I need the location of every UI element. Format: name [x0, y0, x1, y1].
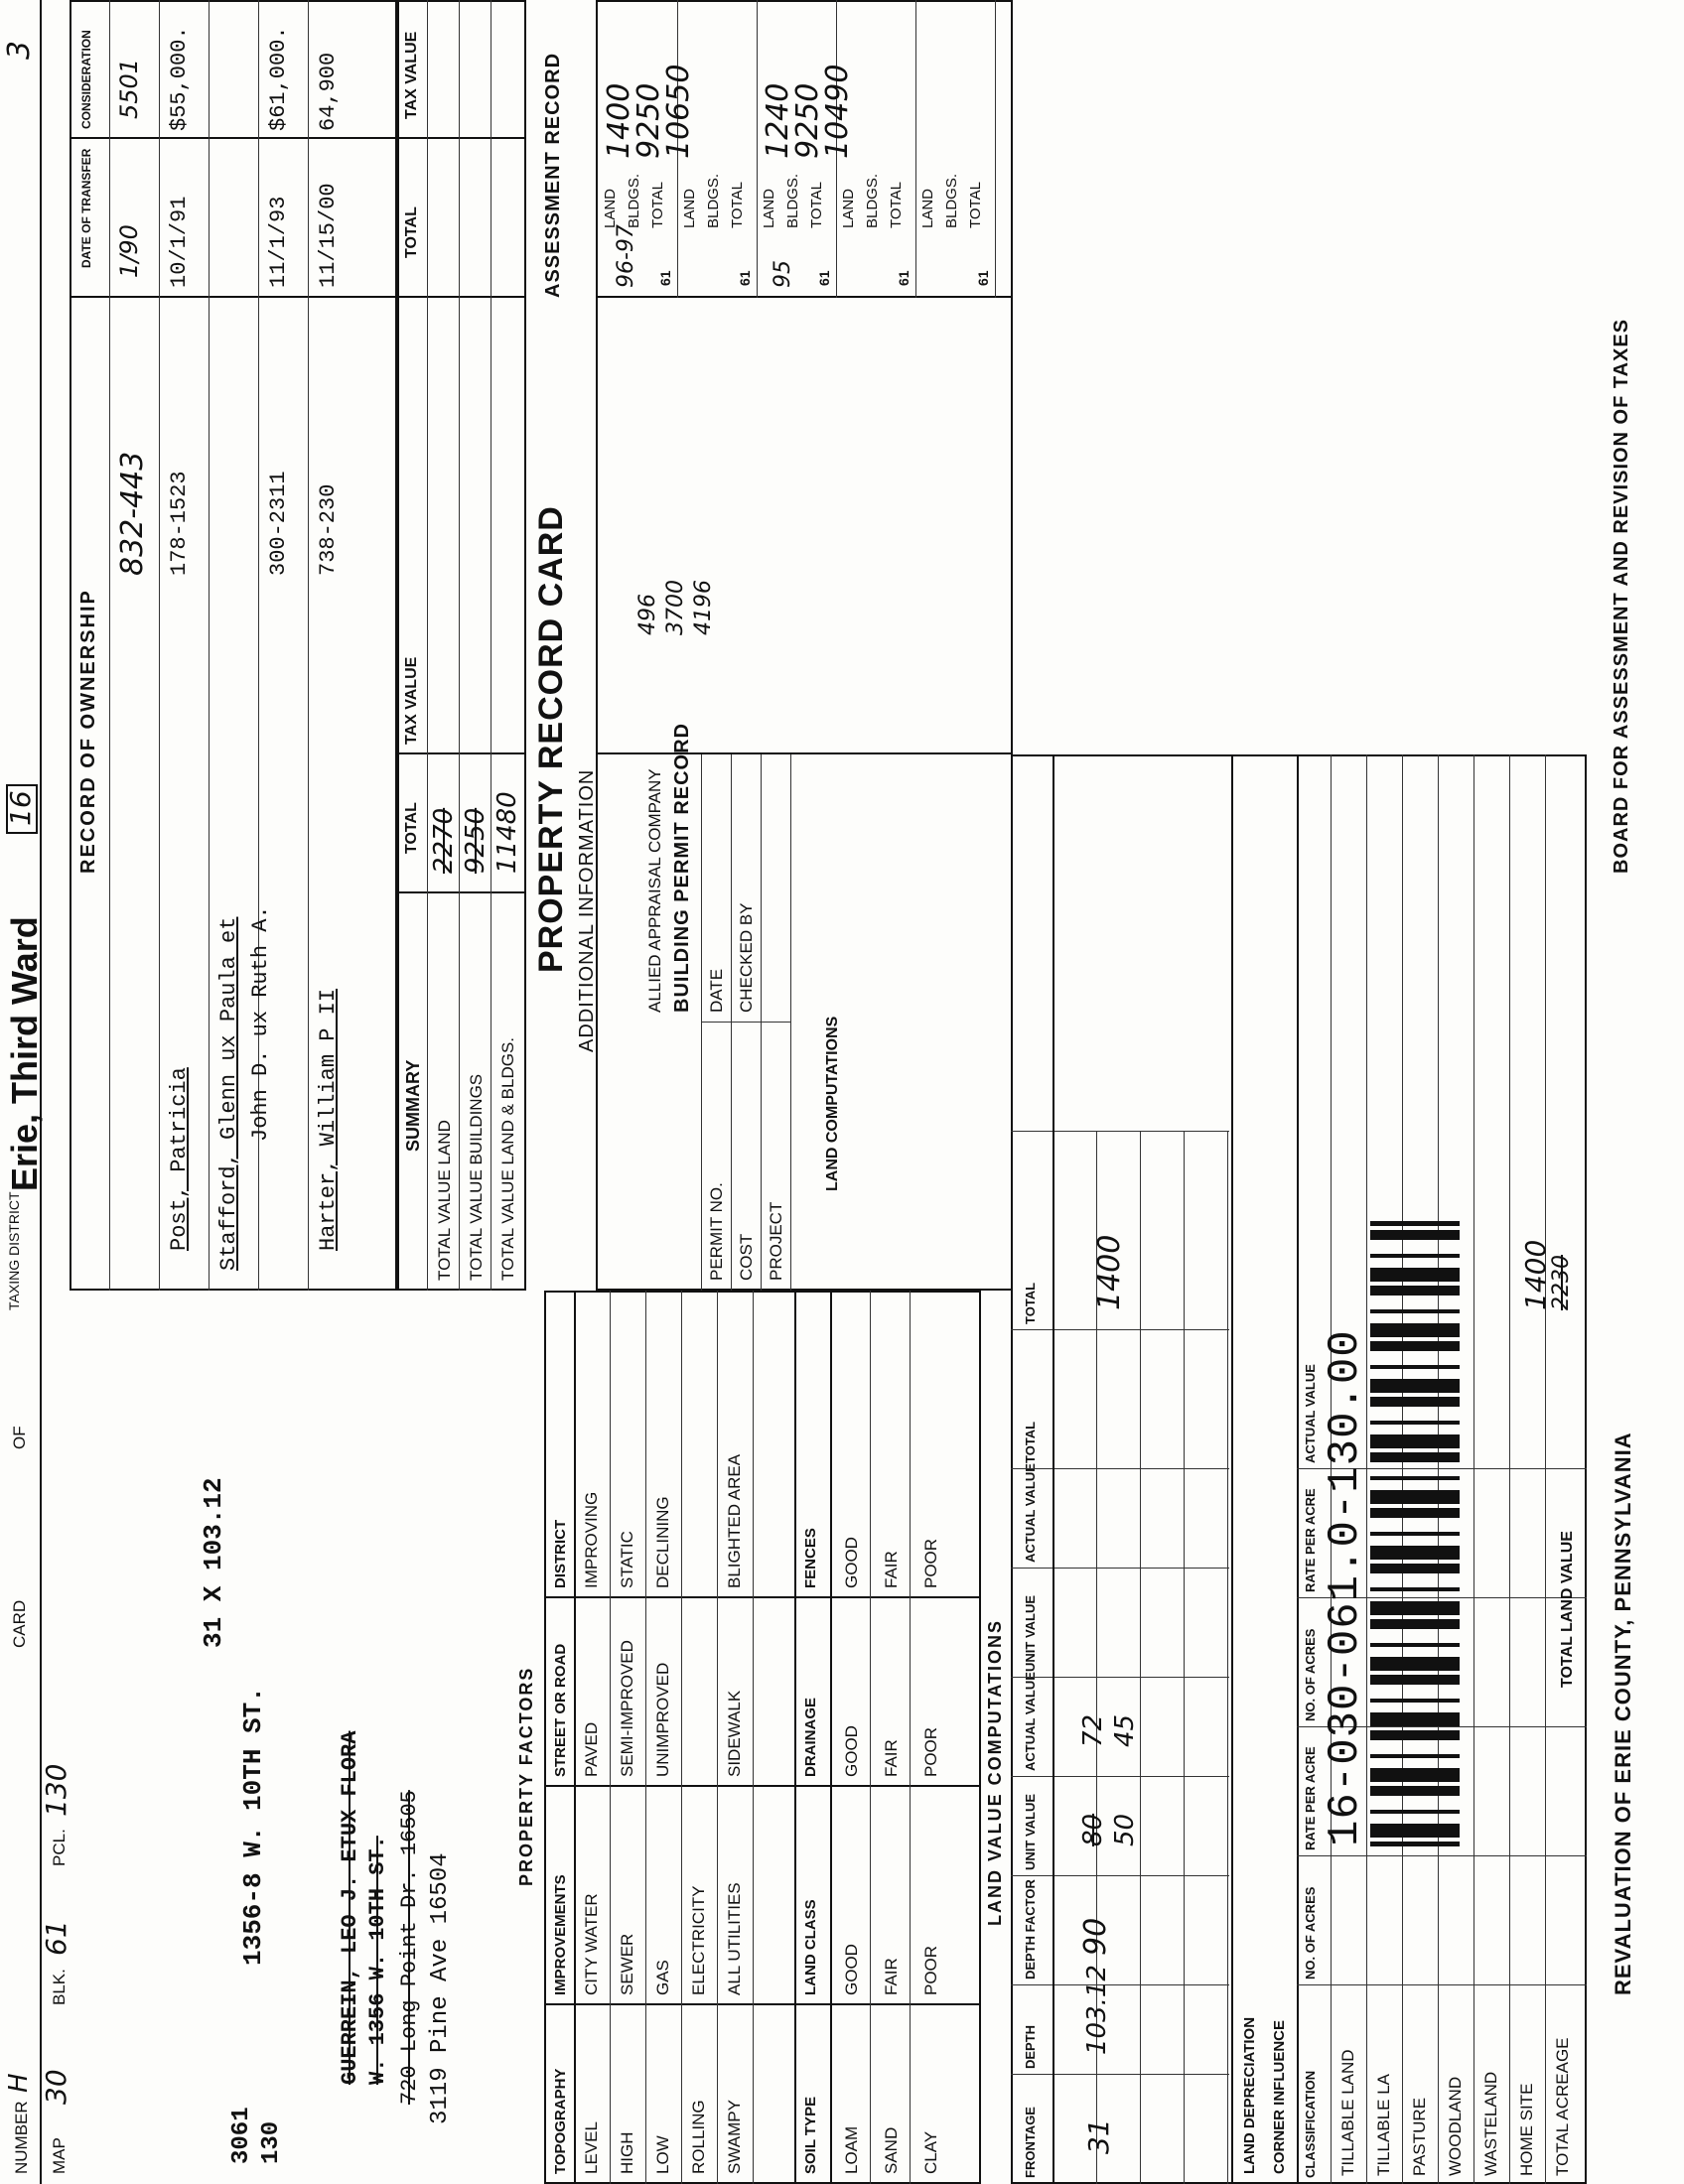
ownership-owner-3: Stafford, Glenn ux Paula et — [216, 916, 241, 1271]
class-item: WOODLAND — [1446, 2076, 1465, 2176]
footer-left: REVALUATION OF ERIE COUNTY, PENNSYLVANIA — [1611, 1432, 1635, 1995]
class-header: NO. OF ACRES — [1303, 1886, 1318, 1979]
class-header: RATE PER ACRE — [1303, 1746, 1318, 1850]
barcode-bar — [1370, 1622, 1460, 1624]
barcode-bar — [1370, 1754, 1460, 1758]
barcode-bar — [1370, 1775, 1460, 1777]
barcode-bar — [1370, 1735, 1460, 1740]
assessment-land-written-1: 1400 — [602, 82, 636, 159]
barcode-bar — [1370, 1421, 1460, 1425]
additional-info: ADDITIONAL INFORMATION — [576, 768, 598, 1052]
summary-combined-total: 11480 — [492, 791, 522, 874]
permit-project-label: PROJECT — [767, 1201, 785, 1281]
parcel-number: 16-030-061.0-130.00 — [1321, 1329, 1370, 1846]
blk-label: BLK. — [50, 1969, 69, 2005]
old-owner-line2: W. 1356 W. 10TH ST. — [365, 1836, 390, 2085]
summary-buildings-total: 9250 — [461, 807, 491, 874]
assessment-bldgs-label: BLDGS. — [784, 173, 801, 228]
barcode — [1370, 1211, 1460, 1846]
assessment-title: ASSESSMENT RECORD — [542, 52, 564, 298]
barcode-bar — [1370, 1791, 1460, 1796]
factor-improvements-item: CITY WATER — [582, 1893, 601, 1995]
factors-title: PROPERTY FACTORS — [516, 1666, 536, 1886]
footer-right: BOARD FOR ASSESSMENT AND REVISION OF TAXES — [1611, 318, 1632, 874]
barcode-bar — [1370, 1386, 1460, 1388]
ownership-consideration-5: 64,900 — [316, 52, 341, 131]
assessment-land-label: LAND — [840, 188, 857, 228]
class-item: TOTAL ACREAGE — [1553, 2037, 1572, 2176]
factor-header-soil: SOIL TYPE — [802, 2096, 819, 2174]
barcode-bar — [1370, 1661, 1460, 1664]
assessment-land-label: LAND — [602, 188, 619, 228]
barcode-bar — [1370, 1555, 1460, 1560]
assessment-row-divider — [915, 0, 916, 298]
ownership-date-5: 11/15/00 — [316, 183, 341, 288]
summary-land-label: TOTAL VALUE LAND — [435, 1120, 454, 1281]
corner-number: 3 — [2, 40, 37, 60]
lv-actual-value-2: 45 — [1110, 1713, 1140, 1747]
barcode-bar — [1370, 1532, 1460, 1536]
summary-buildings-label: TOTAL VALUE BUILDINGS — [467, 1073, 486, 1281]
barcode-bar — [1370, 1441, 1460, 1443]
barcode-bar — [1370, 1330, 1460, 1332]
card-title: PROPERTY RECORD CARD — [532, 505, 570, 973]
barcode-bar — [1370, 1443, 1460, 1448]
assessment-year-code: 61 — [896, 270, 912, 286]
barcode-bar — [1370, 1346, 1460, 1351]
summary-title: SUMMARY — [403, 1059, 423, 1152]
barcode-bar — [1370, 1344, 1460, 1346]
assessment-total-label: TOTAL — [729, 182, 746, 228]
barcode-bar — [1370, 1452, 1460, 1455]
barcode-bar — [1370, 1513, 1460, 1518]
barcode-bar — [1370, 1341, 1460, 1344]
barcode-bar — [1370, 1438, 1460, 1441]
barcode-bar — [1370, 1365, 1460, 1369]
class-item: TILLABLE LAND — [1338, 2049, 1357, 2176]
lv-header: DEPTH — [1023, 2024, 1038, 2069]
factor-district-item: DECLINING — [653, 1496, 672, 1588]
factor-soil-item: LOAM — [842, 2125, 861, 2174]
barcode-bar — [1370, 1699, 1460, 1703]
old-owner-line1: GUERREIN, LEO J. ETUX FLORA — [338, 1730, 362, 2085]
barcode-bar — [1370, 1397, 1460, 1400]
assessment-row-divider — [995, 0, 996, 298]
assessment-tax-written-2: 95 — [771, 260, 795, 288]
factor-topography-item: LEVEL — [582, 2121, 601, 2174]
factor-header-fences: FENCES — [802, 1528, 819, 1588]
barcode-bar — [1370, 1678, 1460, 1680]
assessment-total-label: TOTAL — [808, 182, 825, 228]
factor-header-drainage: DRAINAGE — [802, 1697, 819, 1777]
summary-total-label: TOTAL VALUE LAND & BLDGS. — [498, 1036, 517, 1281]
property-code-2: 130 — [258, 2120, 285, 2164]
barcode-bar — [1370, 1824, 1460, 1828]
ownership-date-1: 1/90 — [115, 224, 143, 278]
date-of-transfer-header: DATE OF TRANSFER — [79, 148, 93, 268]
assessment-total-label: TOTAL — [649, 182, 666, 228]
barcode-bar — [1370, 1587, 1460, 1591]
barcode-bar — [1370, 1828, 1460, 1831]
factor-improvements-item: ALL UTILITIES — [725, 1882, 744, 1995]
barcode-bar — [1370, 1497, 1460, 1499]
barcode-bar — [1370, 1733, 1460, 1735]
property-code-1: 3061 — [228, 2107, 255, 2164]
barcode-bar — [1370, 1844, 1460, 1846]
barcode-bar — [1370, 1786, 1460, 1789]
barcode-bar — [1370, 1721, 1460, 1726]
barcode-bar — [1370, 1388, 1460, 1393]
barcode-bar — [1370, 1666, 1460, 1671]
ownership-date-4: 11/1/93 — [266, 196, 291, 288]
appraisal-company: ALLIED APPRAISAL COMPANY — [645, 768, 664, 1013]
barcode-bar — [1370, 1601, 1460, 1605]
lv-actual-value: 72 — [1078, 1713, 1108, 1747]
barcode-bar — [1370, 1289, 1460, 1291]
factor-district-item: IMPROVING — [582, 1491, 601, 1588]
barcode-bar — [1370, 1476, 1460, 1480]
assessment-row-divider — [757, 0, 758, 298]
class-header: ACTUAL VALUE — [1303, 1364, 1318, 1463]
corner-influence: CORNER INFLUENCE — [1271, 2019, 1288, 2174]
barcode-bar — [1370, 1730, 1460, 1733]
permit-cost-label: COST — [737, 1233, 756, 1281]
factor-soil-item: SAND — [882, 2126, 901, 2174]
factor-header-land_class: LAND CLASS — [802, 1899, 819, 1995]
factor-district-item: STATIC — [618, 1531, 636, 1588]
barcode-bar — [1370, 1508, 1460, 1511]
land-depreciation: LAND DEPRECIATION — [1241, 2016, 1258, 2174]
barcode-bar — [1370, 1309, 1460, 1313]
barcode-bar — [1370, 1323, 1460, 1327]
assessment-year-code: 61 — [657, 270, 673, 286]
class-item: PASTURE — [1410, 2097, 1429, 2176]
assessment-bldgs-label: BLDGS. — [705, 173, 722, 228]
district-name: Erie, Third Ward — [4, 916, 45, 1191]
number-value: H — [4, 2073, 34, 2093]
barcode-bar — [1370, 1254, 1460, 1258]
barcode-bar — [1370, 1680, 1460, 1685]
barcode-bar — [1370, 1379, 1460, 1383]
summary-total-header: TOTAL — [403, 802, 420, 854]
barcode-bar — [1370, 1772, 1460, 1775]
barcode-bar — [1370, 1272, 1460, 1275]
building-permit-title: BUILDING PERMIT RECORD — [671, 723, 693, 1013]
assessment-bldgs-written-2: 9250 — [790, 82, 825, 159]
barcode-bar — [1370, 1268, 1460, 1272]
factor-drainage-item: POOR — [921, 1726, 940, 1777]
barcode-bar — [1370, 1490, 1460, 1494]
factor-topography-item: ROLLING — [689, 2100, 708, 2174]
barcode-bar — [1370, 1286, 1460, 1289]
factor-street-item: SIDEWALK — [725, 1690, 744, 1777]
land-computations-label: LAND COMPUTATIONS — [824, 1016, 841, 1191]
ownership-consideration-1: 5501 — [115, 58, 143, 119]
lv-header: TOTAL — [1023, 1421, 1038, 1463]
tax-value-3: 4196 — [691, 580, 716, 635]
land-value-title: LAND VALUE COMPUTATIONS — [985, 1619, 1005, 1926]
total-land-value-label: TOTAL LAND VALUE — [1559, 1531, 1576, 1688]
assessment-total-header: TOTAL — [403, 206, 420, 258]
summary-tax-header: TAX VALUE — [403, 656, 420, 745]
class-header: NO. OF ACRES — [1303, 1628, 1318, 1721]
ownership-ref-2: 178-1523 — [167, 471, 192, 576]
assessment-land-label: LAND — [761, 188, 777, 228]
total-land-value-amount: 1400 — [1519, 1239, 1552, 1310]
barcode-bar — [1370, 1657, 1460, 1661]
barcode-bar — [1370, 1768, 1460, 1772]
class-header: RATE PER ACRE — [1303, 1488, 1318, 1592]
assessment-total-written-1: 10650 — [661, 64, 696, 159]
permit-date-label: DATE — [707, 968, 726, 1013]
ownership-date-2: 10/1/91 — [167, 196, 192, 288]
barcode-bar — [1370, 1810, 1460, 1814]
barcode-bar — [1370, 1332, 1460, 1337]
ownership-title: RECORD OF OWNERSHIP — [77, 589, 99, 874]
barcode-bar — [1370, 1434, 1460, 1438]
barcode-bar — [1370, 1624, 1460, 1629]
factor-improvements-item: ELECTRICITY — [689, 1885, 708, 1995]
barcode-bar — [1370, 1643, 1460, 1647]
assessment-tax-written-1: 96-97 — [614, 224, 638, 288]
factor-drainage-item: GOOD — [842, 1725, 861, 1777]
map-label: MAP — [50, 2137, 69, 2174]
barcode-bar — [1370, 1550, 1460, 1553]
class-item: TILLABLE LA — [1374, 2073, 1393, 2176]
barcode-bar — [1370, 1221, 1460, 1226]
barcode-bar — [1370, 1327, 1460, 1330]
barcode-bar — [1370, 1291, 1460, 1296]
assessment-bldgs-label: BLDGS. — [864, 173, 881, 228]
property-dimensions: 31 X 103.12 — [199, 1477, 228, 1648]
assessment-year-code: 61 — [737, 270, 753, 286]
number-label: NUMBER — [12, 2101, 31, 2174]
barcode-bar — [1370, 1564, 1460, 1567]
assessment-total-written-2: 10490 — [820, 64, 855, 159]
lv-header: ACTUAL VALUE — [1023, 1672, 1038, 1771]
summary-land-total: 2270 — [429, 807, 459, 874]
barcode-bar — [1370, 1675, 1460, 1678]
ownership-consideration-2: $55,000. — [167, 26, 192, 131]
barcode-bar — [1370, 1777, 1460, 1782]
assessment-land-label: LAND — [919, 188, 936, 228]
factor-header-topography: TOPOGRAPHY — [552, 2068, 569, 2174]
lv-total: 1400 — [1092, 1234, 1127, 1310]
assessment-year-code: 61 — [975, 270, 991, 286]
barcode-bar — [1370, 1494, 1460, 1497]
assessment-year-code: 61 — [816, 270, 832, 286]
barcode-bar — [1370, 1789, 1460, 1791]
factor-street-item: PAVED — [582, 1721, 601, 1777]
lv-depth: 103.12 — [1082, 1965, 1112, 2055]
factor-soil-item: CLAY — [921, 2130, 940, 2174]
of-label: OF — [10, 1426, 29, 1449]
factor-street-item: UNIMPROVED — [653, 1662, 672, 1777]
lv-depth-factor: 90 — [1078, 1917, 1113, 1956]
assessment-bldgs-label: BLDGS. — [943, 173, 960, 228]
factor-header-street: STREET OR ROAD — [552, 1643, 569, 1777]
assessment-bldgs-label: BLDGS. — [626, 173, 642, 228]
factor-land_class-item: POOR — [921, 1945, 940, 1995]
factor-header-district: DISTRICT — [552, 1519, 569, 1588]
assessment-tax-header: TAX VALUE — [403, 31, 420, 119]
factor-improvements-item: GAS — [653, 1960, 672, 1995]
barcode-bar — [1370, 1400, 1460, 1402]
barcode-bar — [1370, 1605, 1460, 1608]
lv-frontage: 31 — [1082, 2118, 1115, 2154]
barcode-bar — [1370, 1277, 1460, 1282]
property-address: 1356-8 W. 10TH ST. — [238, 1687, 268, 1966]
assessment-total-label: TOTAL — [967, 182, 984, 228]
pcl-value: 130 — [40, 1763, 72, 1817]
barcode-bar — [1370, 1719, 1460, 1721]
barcode-bar — [1370, 1235, 1460, 1240]
barcode-bar — [1370, 1664, 1460, 1666]
current-address: 3119 Pine Ave 16504 — [427, 1852, 454, 2124]
factor-drainage-item: FAIR — [882, 1739, 901, 1777]
lv-header: UNIT VALUE — [1023, 1594, 1038, 1672]
factor-header-improvements: IMPROVEMENTS — [552, 1874, 569, 1995]
ownership-ref-5: 738-230 — [316, 483, 341, 576]
barcode-bar — [1370, 1455, 1460, 1457]
permit-no-label: PERMIT NO. — [707, 1182, 726, 1281]
factor-fences-item: GOOD — [842, 1537, 861, 1588]
lv-unit-value: 80 — [1078, 1813, 1108, 1846]
barcode-bar — [1370, 1402, 1460, 1407]
factor-topography-item: LOW — [653, 2135, 672, 2174]
assessment-land-label: LAND — [681, 188, 698, 228]
barcode-bar — [1370, 1569, 1460, 1573]
factor-improvements-item: SEWER — [618, 1933, 636, 1995]
barcode-bar — [1370, 1842, 1460, 1844]
barcode-bar — [1370, 1230, 1460, 1233]
taxing-district-label: TAXING DISTRICT — [6, 1191, 22, 1310]
district-box: 16 — [6, 784, 38, 834]
factor-fences-item: FAIR — [882, 1551, 901, 1588]
barcode-bar — [1370, 1712, 1460, 1716]
factor-topography-item: SWAMPY — [725, 2100, 744, 2174]
blk-value: 61 — [40, 1920, 72, 1956]
barcode-bar — [1370, 1833, 1460, 1838]
card-label: CARD — [10, 1599, 29, 1648]
lv-header: TOTAL — [1023, 1282, 1038, 1324]
factor-fences-item: POOR — [921, 1538, 940, 1588]
barcode-bar — [1370, 1546, 1460, 1550]
class-item: WASTELAND — [1481, 2071, 1500, 2176]
factor-district-item: BLIGHTED AREA — [725, 1453, 744, 1588]
assessment-bldgs-written-1: 9250 — [632, 82, 666, 159]
barcode-bar — [1370, 1553, 1460, 1555]
assessment-land-written-2: 1240 — [761, 82, 795, 159]
barcode-bar — [1370, 1233, 1460, 1235]
ownership-ref-1: 832-443 — [115, 451, 150, 576]
barcode-bar — [1370, 1275, 1460, 1277]
barcode-bar — [1370, 1716, 1460, 1719]
lv-header: FRONTAGE — [1023, 2107, 1038, 2178]
ownership-owner-5: Harter, William P II — [316, 988, 341, 1251]
lv-header: ACTUAL VALUE — [1023, 1463, 1038, 1563]
ownership-consideration-4: $61,000. — [266, 26, 291, 131]
barcode-bar — [1370, 1383, 1460, 1386]
assessment-total-label: TOTAL — [888, 182, 905, 228]
tax-value-2: 3700 — [663, 580, 688, 635]
barcode-bar — [1370, 1610, 1460, 1615]
lv-header: UNIT VALUE — [1023, 1793, 1038, 1870]
barcode-bar — [1370, 1567, 1460, 1569]
ownership-owner-2: Post, Patricia — [167, 1067, 192, 1251]
factor-topography-item: HIGH — [618, 2131, 636, 2174]
barcode-bar — [1370, 1457, 1460, 1462]
lv-header: DEPTH FACTOR — [1023, 1879, 1038, 1979]
factor-land_class-item: FAIR — [882, 1958, 901, 1995]
map-value: 30 — [40, 2069, 72, 2105]
ownership-ref-4: 300-2311 — [266, 471, 291, 576]
class-item: HOME SITE — [1517, 2083, 1536, 2176]
ownership-owner-4: John D. ux Ruth A. — [248, 905, 273, 1142]
lv-unit-value-2: 50 — [1110, 1813, 1140, 1846]
barcode-bar — [1370, 1608, 1460, 1610]
consideration-header: CONSIDERATION — [79, 30, 93, 129]
tax-value-1: 496 — [635, 594, 660, 635]
old-address: 720 Long Point Dr. 16505 — [397, 1790, 422, 2105]
barcode-bar — [1370, 1619, 1460, 1622]
barcode-bar — [1370, 1499, 1460, 1504]
factor-street-item: SEMI-IMPROVED — [618, 1640, 636, 1777]
barcode-bar — [1370, 1831, 1460, 1833]
permit-checked-label: CHECKED BY — [737, 902, 756, 1013]
barcode-bar — [1370, 1511, 1460, 1513]
pcl-label: PCL. — [50, 1829, 69, 1866]
total-land-value-old: 2230 — [1549, 1255, 1574, 1310]
class-header: CLASSIFICATION — [1303, 2070, 1318, 2178]
factor-land_class-item: GOOD — [842, 1944, 861, 1995]
